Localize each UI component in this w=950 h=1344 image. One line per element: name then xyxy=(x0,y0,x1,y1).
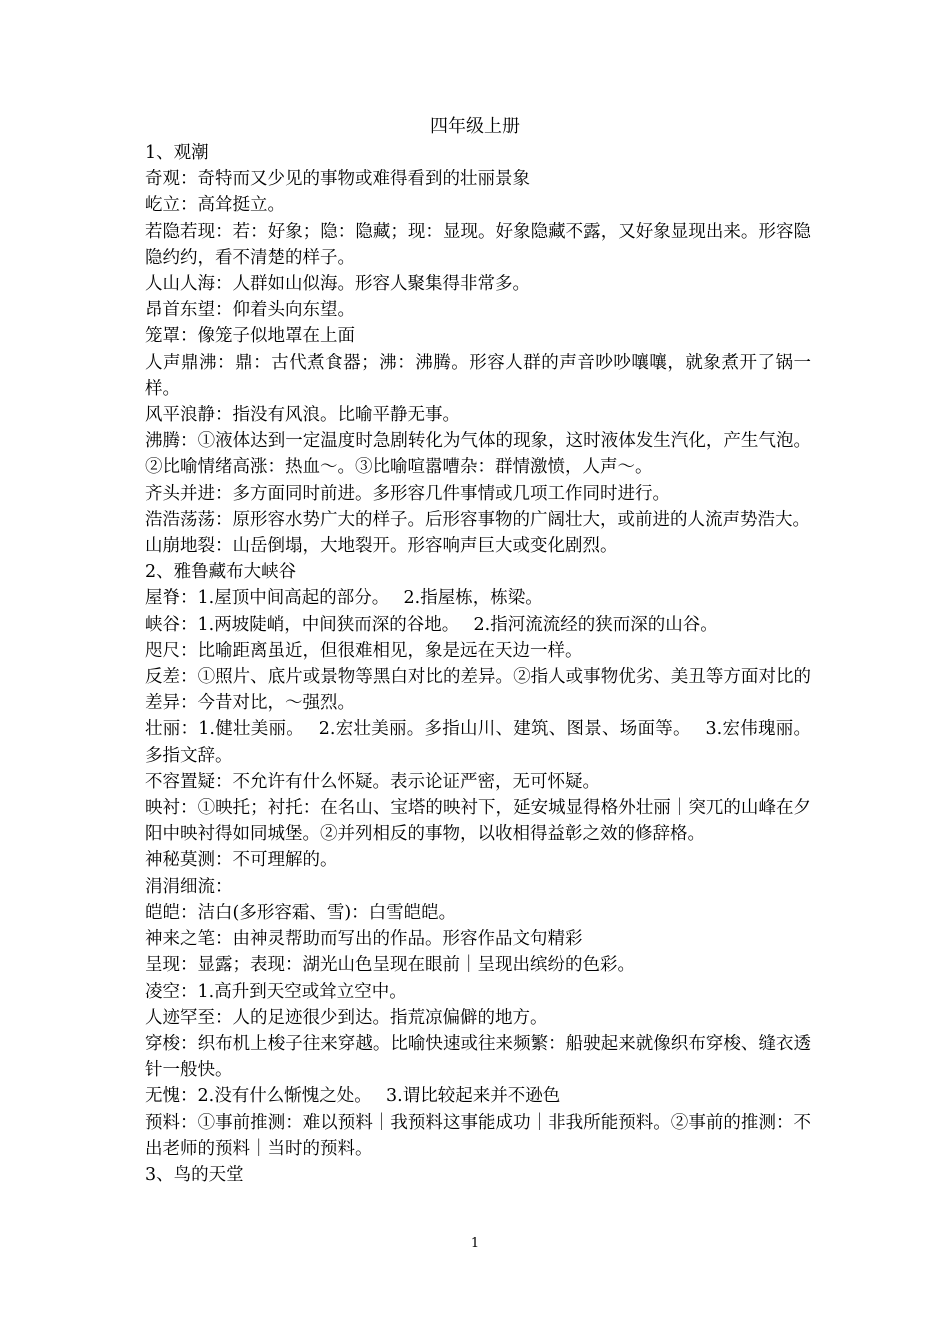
glossary-entry: 人山人海：人群如山似海。形容人聚集得非常多。 xyxy=(145,274,530,295)
glossary-entry: 无愧：2.没有什么惭愧之处。 3.谓比较起来并不逊色 xyxy=(145,1086,561,1107)
glossary-entry: 峡谷：1.两坡陡峭，中间狭而深的谷地。 2.指河流流经的狭而深的山谷。 xyxy=(145,614,718,635)
glossary-entry: 涓涓细流： xyxy=(145,876,233,897)
glossary-entry: 屹立：高耸挺立。 xyxy=(145,195,285,216)
glossary-entry: 神来之笔：由神灵帮助而写出的作品。形容作品文句精彩 xyxy=(145,929,583,950)
page-number: 1 xyxy=(470,1236,480,1251)
glossary-entry: 预料：①事前推测：难以预料｜我预料这事能成功｜非我所能预料。②事前的推测：不出老师的预料｜当时的预料。 xyxy=(145,1112,811,1159)
glossary-entry: 人声鼎沸：鼎：古代煮食器；沸：沸腾。形容人群的声音吵吵嚷嚷，就象煮开了锅一样。 xyxy=(145,352,811,399)
glossary-entry: 皑皑：洁白(多形容霜、雪)：白雪皑皑。 xyxy=(145,902,457,923)
glossary-entry: 凌空：1.高升到天空或耸立空中。 xyxy=(145,981,407,1002)
glossary-entry: 不容置疑：不允许有什么怀疑。表示论证严密，无可怀疑。 xyxy=(145,771,600,792)
page-title: 四年级上册 xyxy=(430,116,520,137)
glossary-entry: 人迹罕至：人的足迹很少到达。指荒凉偏僻的地方。 xyxy=(145,1007,548,1028)
glossary-entry: 呈现：显露；表现：湖光山色呈现在眼前｜呈现出缤纷的色彩。 xyxy=(145,955,635,976)
glossary-entry: 笼罩：像笼子似地罩在上面 xyxy=(145,326,355,347)
section-heading: 2、雅鲁藏布大峡谷 xyxy=(145,562,297,583)
glossary-entry: 奇观：奇特而又少见的事物或难得看到的壮丽景象 xyxy=(145,169,530,190)
glossary-entry: 神秘莫测：不可理解的。 xyxy=(145,850,338,871)
glossary-entry: 穿梭：织布机上梭子往来穿越。比喻快速或往来频繁：船驶起来就像织布穿梭、缝衣透针一般快。 xyxy=(145,1033,811,1081)
glossary-entry: 风平浪静：指没有风浪。比喻平静无事。 xyxy=(145,405,460,426)
document-body xyxy=(145,140,811,1188)
glossary-entry: 屋脊：1.屋顶中间高起的部分。 2.指屋栋，栋梁。 xyxy=(145,588,543,609)
glossary-entry: 壮丽：1.健壮美丽。 2.宏壮美丽。多指山川、建筑、图景、场面等。 3.宏伟瑰丽。多指文辞。 xyxy=(145,719,811,766)
glossary-entry: 咫尺：比喻距离虽近，但很难相见，象是远在天边一样。 xyxy=(145,640,583,661)
section-heading: 3、鸟的天堂 xyxy=(145,1164,244,1185)
glossary-entry: 齐头并进：多方面同时前进。多形容几件事情或几项工作同时进行。 xyxy=(145,483,670,504)
glossary-entry: 浩浩荡荡：原形容水势广大的样子。后形容事物的广阔壮大，或前进的人流声势浩大。 xyxy=(145,509,810,530)
glossary-entry: 昂首东望：仰着头向东望。 xyxy=(145,300,355,321)
glossary-entry: 若隐若现：若：好象；隐：隐藏；现：显现。好象隐藏不露，又好象显现出来。形容隐隐约约，看不清楚的样子。 xyxy=(145,221,811,268)
glossary-entry: 反差：①照片、底片或景物等黑白对比的差异。②指人或事物优劣、美丑等方面对比的差异：今昔对比，～强烈。 xyxy=(145,667,811,714)
section-heading: 1、观潮 xyxy=(145,143,209,163)
glossary-entry: 山崩地裂：山岳倒塌，大地裂开。形容响声巨大或变化剧烈。 xyxy=(145,536,618,557)
glossary-entry: 沸腾：①液体达到一定温度时急剧转化为气体的现象，这时液体发生汽化，产生气泡。②比喻情绪高涨：热血～。③比喻喧嚣嘈杂：群情激愤，人声～。 xyxy=(145,431,811,478)
glossary-entry: 映衬：①映托；衬托：在名山、宝塔的映衬下，延安城显得格外壮丽｜突兀的山峰在夕阳中映衬得如同城堡。②并列相反的事物，以收相得益彰之效的修辞格。 xyxy=(145,798,811,845)
